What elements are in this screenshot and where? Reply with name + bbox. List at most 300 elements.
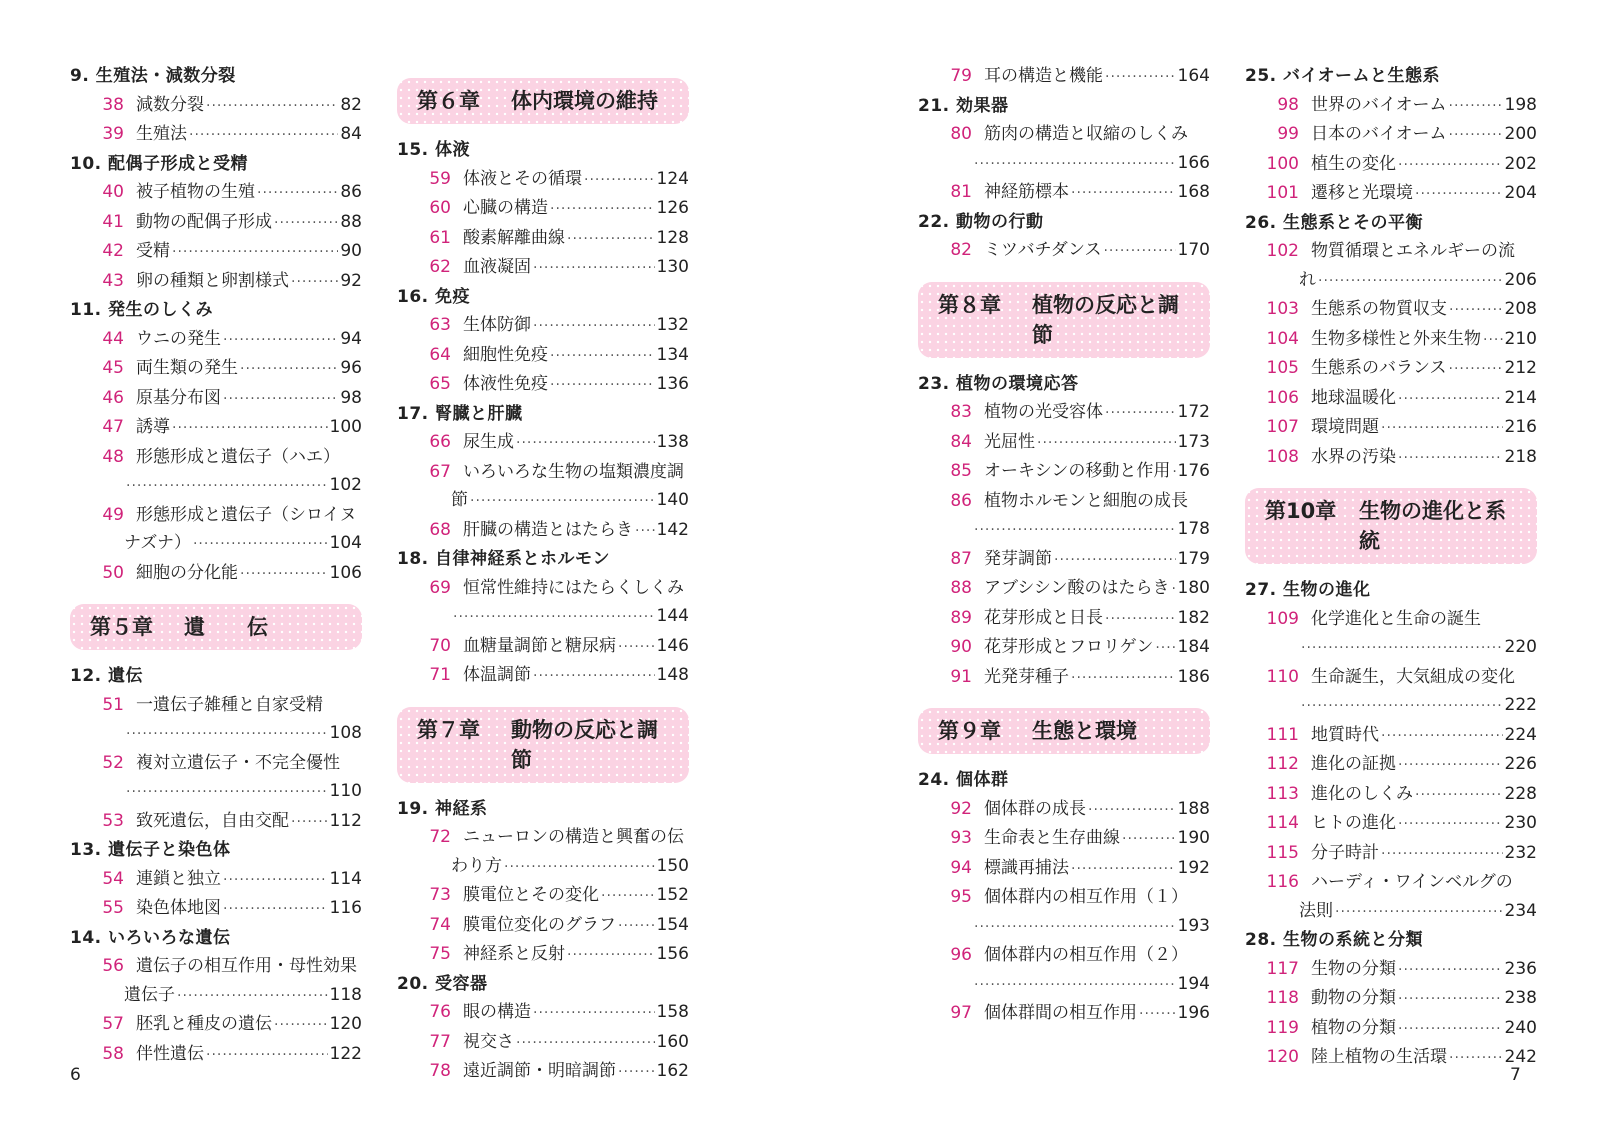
entry-title: 伴性遺伝 — [136, 1043, 204, 1064]
leader-dots — [974, 913, 1176, 942]
entry-page-number: 232 — [1504, 842, 1537, 863]
entry-title: 生命表と生存曲線 — [984, 828, 1120, 848]
toc-section-heading: 23. 植物の環境応答 — [918, 373, 1079, 394]
toc-entry-continuation[interactable] — [397, 852, 689, 882]
leader-dots — [1398, 810, 1503, 839]
leader-dots — [1415, 781, 1503, 810]
leader-dots — [584, 166, 655, 195]
toc-entry[interactable] — [918, 457, 1210, 487]
entry-title: れ — [1299, 269, 1316, 290]
toc-entry[interactable] — [70, 91, 362, 121]
entry-page-number: 104 — [329, 533, 362, 553]
entry-page-number: 210 — [1504, 328, 1537, 349]
toc-entry[interactable] — [918, 941, 1210, 970]
toc-entry-continuation[interactable] — [70, 719, 362, 749]
leader-dots — [567, 225, 655, 254]
toc-entry[interactable] — [918, 487, 1210, 516]
leader-dots — [291, 808, 328, 837]
entry-title: 体温調節 — [463, 665, 531, 685]
entry-title: ミツバチダンス — [984, 240, 1102, 260]
entry-number: 83 — [950, 402, 972, 422]
chapter-title: 生態と環境 — [1032, 719, 1137, 743]
entry-page-number: 112 — [329, 810, 362, 831]
leader-dots — [1103, 237, 1175, 266]
toc-entry[interactable] — [397, 940, 689, 970]
entry-page-number: 190 — [1177, 828, 1210, 848]
toc-entry[interactable] — [397, 911, 689, 941]
entry-number: 61 — [429, 227, 451, 248]
entry-page-number: 136 — [656, 374, 689, 394]
toc-section-heading: 9. 生殖法・減数分裂 — [70, 66, 236, 86]
leader-dots — [1398, 1015, 1503, 1044]
toc-entry[interactable] — [1245, 1043, 1537, 1073]
toc-section-heading: 20. 受容器 — [397, 973, 488, 994]
toc-entry-continuation[interactable] — [70, 981, 362, 1011]
entry-title: 生物多様性と外来生物 — [1311, 328, 1481, 349]
entry-number: 59 — [429, 168, 451, 189]
toc-entry[interactable] — [397, 516, 689, 546]
entry-page-number: 206 — [1504, 269, 1537, 290]
toc-section-heading: 24. 個体群 — [918, 770, 1009, 790]
entry-title: 地質時代 — [1311, 724, 1379, 745]
toc-entry[interactable] — [1245, 295, 1537, 325]
leader-dots — [1155, 634, 1175, 663]
leader-dots — [257, 179, 338, 208]
chapter-title: 遺 伝 — [184, 615, 268, 639]
toc-entry-continuation[interactable] — [918, 515, 1210, 545]
chapter-title: 体内環境の維持 — [511, 89, 658, 113]
toc-entry[interactable] — [70, 120, 362, 150]
toc-entry-continuation[interactable] — [397, 486, 689, 516]
toc-entry[interactable] — [1245, 354, 1537, 384]
entry-page-number: 90 — [340, 241, 362, 261]
entry-title: ナズナ） — [124, 533, 191, 553]
entry-number: 92 — [950, 798, 972, 819]
toc-entry-continuation[interactable] — [70, 529, 362, 559]
entry-title: 一遺伝子雑種と自家受精 — [136, 694, 323, 715]
entry-page-number: 178 — [1177, 519, 1210, 539]
entry-page-number: 173 — [1177, 431, 1210, 452]
toc-section-heading: 19. 神経系 — [397, 798, 488, 819]
toc-entry[interactable] — [1245, 325, 1537, 355]
toc-entry[interactable] — [918, 574, 1210, 604]
entry-number: 73 — [429, 885, 451, 905]
entry-page-number: 132 — [656, 315, 689, 335]
leader-dots — [1122, 825, 1176, 854]
toc-entry[interactable] — [918, 398, 1210, 428]
entry-page-number: 156 — [656, 944, 689, 964]
entry-number: 63 — [429, 315, 451, 335]
entry-number: 45 — [102, 358, 124, 378]
toc-entry[interactable] — [1245, 91, 1537, 121]
entry-number: 101 — [1266, 183, 1299, 203]
chapter-title: 動物の反応と調節 — [511, 717, 658, 772]
leader-dots — [223, 326, 338, 355]
toc-entry[interactable] — [918, 663, 1210, 693]
toc-entry-continuation[interactable] — [918, 149, 1210, 179]
entry-number: 120 — [1266, 1047, 1299, 1067]
entry-page-number: 88 — [340, 211, 362, 232]
toc-entry-continuation[interactable] — [1245, 691, 1537, 721]
entry-number: 110 — [1266, 666, 1299, 687]
entry-title: 化学進化と生命の誕生 — [1311, 608, 1481, 629]
entry-page-number: 194 — [1177, 973, 1210, 994]
toc-entry[interactable] — [1245, 780, 1537, 810]
toc-entry-continuation[interactable] — [70, 777, 362, 807]
entry-title: 進化のしくみ — [1311, 783, 1413, 804]
toc-entry[interactable] — [918, 854, 1210, 884]
entry-number: 89 — [950, 607, 972, 628]
toc-entry[interactable] — [918, 236, 1210, 266]
entry-title: 遺伝子の相互作用・母性効果 — [136, 956, 357, 976]
toc-entry[interactable] — [1245, 750, 1537, 780]
entry-number: 88 — [950, 578, 972, 598]
entry-title: 動物の配偶子形成 — [136, 211, 272, 232]
entry-page-number: 202 — [1504, 153, 1537, 174]
entry-title: 複対立遺伝子・不完全優性 — [136, 752, 340, 773]
entry-number: 105 — [1266, 358, 1299, 378]
toc-entry[interactable] — [1245, 443, 1537, 473]
entry-title: 尿生成 — [463, 432, 514, 452]
leader-dots — [1398, 985, 1503, 1014]
entry-number: 55 — [102, 898, 124, 918]
toc-section-heading: 11. 発生のしくみ — [70, 300, 214, 320]
toc-entry-continuation[interactable] — [918, 970, 1210, 1000]
toc-entry-continuation[interactable] — [918, 912, 1210, 942]
entry-title: 誘導 — [136, 417, 170, 437]
leader-dots — [172, 414, 328, 443]
leader-dots — [1105, 605, 1176, 634]
toc-entry-continuation[interactable] — [70, 471, 362, 501]
entry-number: 84 — [950, 431, 972, 452]
entry-title: 標識再捕法 — [984, 857, 1069, 878]
entry-number: 95 — [950, 887, 972, 907]
entry-title: 酸素解離曲線 — [463, 227, 565, 248]
entry-number: 64 — [429, 344, 451, 365]
entry-title: 卵の種類と卵割様式 — [136, 270, 289, 291]
entry-page-number: 114 — [329, 868, 362, 889]
entry-page-number: 208 — [1504, 299, 1537, 319]
leader-dots — [126, 720, 328, 749]
toc-entry[interactable] — [397, 311, 689, 341]
entry-number: 111 — [1266, 724, 1299, 745]
chapter-number: 第８章 — [938, 292, 1001, 317]
toc-entry[interactable] — [70, 894, 362, 924]
toc-entry[interactable] — [70, 865, 362, 895]
toc-entry[interactable] — [397, 1057, 689, 1087]
entry-number: 48 — [102, 446, 124, 467]
entry-title: 形態形成と遺伝子（シロイヌ — [136, 504, 357, 525]
entry-page-number: 176 — [1177, 461, 1210, 481]
entry-page-number: 140 — [656, 490, 689, 510]
entry-page-number: 84 — [340, 124, 362, 144]
toc-entry-continuation[interactable] — [1245, 266, 1537, 296]
entry-page-number: 228 — [1504, 783, 1537, 804]
entry-number: 86 — [950, 490, 972, 511]
toc-entry[interactable] — [397, 194, 689, 224]
toc-entry[interactable] — [70, 952, 362, 981]
entry-number: 66 — [429, 432, 451, 452]
leader-dots — [240, 560, 328, 589]
entry-page-number: 234 — [1504, 900, 1537, 921]
entry-number: 56 — [102, 956, 124, 976]
entry-title: 発芽調節 — [984, 548, 1052, 569]
entry-page-number: 168 — [1177, 182, 1210, 202]
leader-dots — [1381, 840, 1503, 869]
entry-number: 42 — [102, 241, 124, 261]
toc-entry[interactable] — [1245, 955, 1537, 985]
leader-dots — [1398, 385, 1503, 414]
toc-entry-continuation[interactable] — [397, 602, 689, 632]
toc-entry[interactable] — [1245, 663, 1537, 692]
toc-entry[interactable] — [397, 661, 689, 691]
leader-dots — [504, 853, 655, 882]
entry-number: 41 — [102, 211, 124, 232]
entry-number: 115 — [1266, 842, 1299, 863]
toc-section-heading: 26. 生態系とその平衡 — [1245, 212, 1424, 233]
leader-dots — [240, 355, 338, 384]
toc-entry[interactable] — [70, 443, 362, 472]
entry-page-number: 242 — [1504, 1047, 1537, 1067]
toc-section-heading: 16. 免疫 — [397, 286, 471, 307]
toc-section-heading: 13. 遺伝子と染色体 — [70, 840, 231, 860]
toc-entry[interactable] — [397, 998, 689, 1028]
leader-dots — [126, 778, 328, 807]
leader-dots — [223, 895, 328, 924]
leader-dots — [618, 912, 655, 941]
entry-page-number: 162 — [656, 1061, 689, 1081]
entry-number: 72 — [429, 827, 451, 847]
toc-entry[interactable] — [918, 428, 1210, 458]
entry-number: 100 — [1266, 153, 1299, 174]
toc-entry[interactable] — [70, 325, 362, 355]
toc-entry[interactable] — [1245, 984, 1537, 1014]
entry-title: 被子植物の生殖 — [136, 182, 255, 202]
toc-section-heading: 18. 自律神経系とホルモン — [397, 549, 611, 569]
entry-page-number: 170 — [1177, 240, 1210, 260]
toc-section-heading: 10. 配偶子形成と受精 — [70, 153, 249, 174]
chapter-title: 植物の反応と調節 — [1032, 292, 1179, 347]
toc-entry[interactable] — [70, 691, 362, 720]
entry-title: ヒトの進化 — [1311, 813, 1396, 833]
entry-number: 116 — [1266, 872, 1299, 892]
entry-title: 血液凝固 — [463, 257, 531, 277]
entry-page-number: 118 — [329, 984, 362, 1005]
entry-title: 植生の変化 — [1311, 153, 1396, 174]
entry-title: 生体防御 — [463, 315, 531, 335]
entry-number: 69 — [429, 577, 451, 598]
toc-entry[interactable] — [918, 62, 1210, 92]
leader-dots — [1335, 898, 1503, 927]
entry-title: 物質循環とエネルギーの流 — [1311, 241, 1515, 261]
entry-page-number: 226 — [1504, 754, 1537, 774]
leader-dots — [516, 429, 655, 458]
entry-title: 個体群内の相互作用（２） — [984, 945, 1188, 965]
leader-dots — [1381, 722, 1503, 751]
entry-page-number: 126 — [656, 198, 689, 218]
entry-title: 花芽形成と日長 — [984, 607, 1103, 628]
entry-page-number: 198 — [1504, 94, 1537, 115]
toc-entry[interactable] — [397, 632, 689, 662]
toc-entry[interactable] — [918, 120, 1210, 149]
entry-page-number: 150 — [656, 855, 689, 876]
entry-title: 細胞性免疫 — [463, 344, 548, 365]
toc-entry[interactable] — [70, 237, 362, 267]
toc-section-heading: 25. バイオームと生態系 — [1245, 66, 1441, 86]
entry-title: 地球温暖化 — [1311, 387, 1396, 408]
entry-number: 114 — [1266, 813, 1299, 833]
entry-page-number: 108 — [329, 723, 362, 743]
toc-entry[interactable] — [70, 749, 362, 778]
toc-section-heading: 21. 効果器 — [918, 95, 1009, 116]
toc-entry[interactable] — [918, 999, 1210, 1029]
entry-title: 恒常性維持にはたらくしくみ — [463, 577, 684, 598]
chapter-number: 第９章 — [938, 719, 1001, 743]
entry-title: 心臓の構造 — [463, 198, 548, 218]
entry-title: 法則 — [1299, 900, 1333, 921]
chapter-heading — [1245, 488, 1537, 564]
entry-number: 49 — [102, 504, 124, 525]
toc-entry[interactable] — [918, 883, 1210, 912]
toc-entry[interactable] — [397, 881, 689, 911]
toc-entry[interactable] — [1245, 384, 1537, 414]
entry-number: 50 — [102, 562, 124, 583]
entry-page-number: 218 — [1504, 446, 1537, 467]
entry-title: 個体群内の相互作用（１） — [984, 887, 1188, 907]
leader-dots — [618, 1058, 655, 1087]
toc-entry[interactable] — [70, 559, 362, 589]
entry-number: 75 — [429, 944, 451, 964]
toc-entry[interactable] — [1245, 605, 1537, 634]
toc-entry[interactable] — [1245, 809, 1537, 839]
entry-page-number: 179 — [1177, 548, 1210, 569]
toc-entry[interactable] — [70, 807, 362, 837]
toc-entry[interactable] — [1245, 721, 1537, 751]
chapter-heading — [918, 282, 1210, 358]
entry-number: 46 — [102, 387, 124, 408]
entry-page-number: 148 — [656, 665, 689, 685]
entry-number: 52 — [102, 752, 124, 773]
entry-page-number: 102 — [329, 475, 362, 495]
chapter-heading — [918, 708, 1210, 754]
toc-entry[interactable] — [1245, 179, 1537, 209]
toc-entry[interactable] — [1245, 839, 1537, 869]
toc-entry[interactable] — [918, 178, 1210, 208]
entry-title: 受精 — [136, 241, 170, 261]
toc-entry[interactable] — [397, 458, 689, 487]
entry-title: 生命誕生，大気組成の変化 — [1311, 666, 1515, 687]
toc-entry-continuation[interactable] — [1245, 897, 1537, 927]
entry-title: 致死遺伝，自由交配 — [136, 810, 289, 831]
entry-page-number: 158 — [656, 1002, 689, 1022]
toc-entry[interactable] — [1245, 868, 1537, 897]
entry-number: 53 — [102, 810, 124, 831]
toc-entry[interactable] — [918, 604, 1210, 634]
toc-entry[interactable] — [397, 1028, 689, 1058]
toc-entry[interactable] — [918, 795, 1210, 825]
toc-entry[interactable] — [70, 1040, 362, 1070]
entry-number: 93 — [950, 828, 972, 848]
toc-entry[interactable] — [397, 370, 689, 400]
chapter-number: 第10章 — [1265, 499, 1337, 523]
toc-entry[interactable] — [397, 341, 689, 371]
toc-entry[interactable] — [1245, 237, 1537, 266]
toc-entry[interactable] — [397, 574, 689, 603]
entry-number: 90 — [950, 637, 972, 657]
entry-number: 51 — [102, 694, 124, 715]
entry-page-number: 124 — [656, 168, 689, 189]
toc-entry[interactable] — [70, 501, 362, 530]
entry-page-number: 110 — [329, 781, 362, 801]
entry-number: 99 — [1277, 124, 1299, 144]
leader-dots — [1071, 855, 1176, 884]
entry-number: 109 — [1266, 608, 1299, 629]
toc-entry[interactable] — [397, 428, 689, 458]
toc-entry[interactable] — [918, 824, 1210, 854]
entry-page-number: 182 — [1177, 607, 1210, 628]
entry-number: 77 — [429, 1031, 451, 1052]
entry-title: 細胞の分化能 — [136, 562, 238, 583]
toc-entry[interactable] — [1245, 413, 1537, 443]
leader-dots — [1301, 634, 1503, 663]
leader-dots — [189, 121, 338, 150]
leader-dots — [1415, 180, 1503, 209]
toc-entry[interactable] — [397, 224, 689, 254]
toc-entry[interactable] — [397, 253, 689, 283]
page-number-right: 7 — [1510, 1065, 1521, 1085]
toc-entry[interactable] — [918, 545, 1210, 575]
entry-number: 39 — [102, 124, 124, 144]
entry-page-number: 164 — [1177, 66, 1210, 86]
toc-section-heading: 17. 腎臓と肝臓 — [397, 403, 523, 424]
chapter-number: 第７章 — [417, 717, 480, 742]
toc-entry[interactable] — [397, 823, 689, 852]
toc-entry[interactable] — [70, 384, 362, 414]
entry-number: 87 — [950, 548, 972, 569]
page-number-left: 6 — [70, 1065, 81, 1085]
entry-page-number: 184 — [1177, 637, 1210, 657]
entry-title: 生物の分類 — [1311, 958, 1396, 979]
entry-page-number: 130 — [656, 257, 689, 277]
toc-entry[interactable] — [70, 354, 362, 384]
entry-number: 85 — [950, 461, 972, 481]
entry-title: いろいろな生物の塩類濃度調 — [463, 461, 684, 482]
toc-entry[interactable] — [397, 165, 689, 195]
toc-entry[interactable] — [918, 633, 1210, 663]
entry-number: 82 — [950, 240, 972, 260]
leader-dots — [516, 1029, 655, 1058]
entry-title: 進化の証拠 — [1311, 754, 1396, 774]
entry-number: 81 — [950, 182, 972, 202]
leader-dots — [223, 866, 328, 895]
leader-dots — [1088, 796, 1176, 825]
chapter-heading — [397, 707, 689, 783]
toc-entry[interactable] — [1245, 120, 1537, 150]
toc-entry[interactable] — [70, 178, 362, 208]
entry-title: オーキシンの移動と作用 — [984, 461, 1171, 481]
entry-page-number: 200 — [1504, 124, 1537, 144]
entry-page-number: 152 — [656, 885, 689, 905]
toc-entry[interactable] — [1245, 1014, 1537, 1044]
toc-entry[interactable] — [70, 413, 362, 443]
toc-entry[interactable] — [70, 208, 362, 238]
toc-entry[interactable] — [70, 267, 362, 297]
entry-title: 分子時計 — [1311, 842, 1379, 863]
toc-entry[interactable] — [70, 1010, 362, 1040]
entry-title: 膜電位変化のグラフ — [463, 914, 616, 935]
toc-entry[interactable] — [1245, 150, 1537, 180]
toc-entry-continuation[interactable] — [1245, 633, 1537, 663]
